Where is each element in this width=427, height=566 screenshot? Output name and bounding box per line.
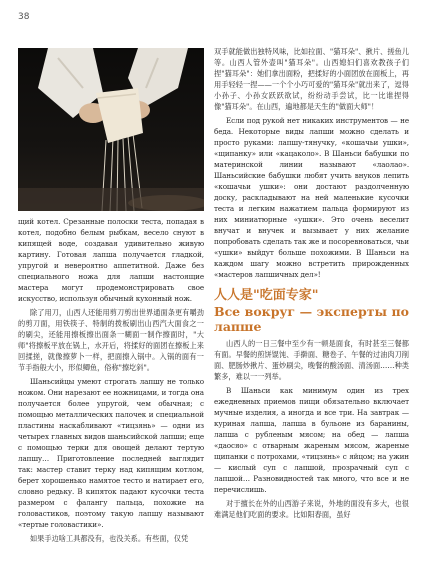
- right-column: [214, 46, 409, 520]
- left-cn-paragraph-1: 除了用刀，山西人还能用剪刀剪出世界通面条更有嚼劲的剪刀面，用铁筷子、特制的拨板刷出山西汽大面食之一的刷尖，还能用擦板擦出面条一糊面一制作擦面时，"大师"将擦板平放在锅上，水开后，将揉好的面团在擦板上来回揉搓，就像擦萝卜一样，把面擦入锅中。入锅的面有一节手指般大小，形似鲫鱼，俗称"擦圪斜"。: [18, 308, 204, 372]
- left-ru-paragraph-2: Шаньсийцы умеют строгать лапшу не только ножом. Они нарезают ее ножницами, и тогда она получается более упругой, чем обычная; с помощью металлических палочек и специальной пластины наскабливают «тицзянь» — одни из четырех главных видов шаньсийской лапши; еще с помощью терки для овощей делают тертую лапшу… Приготовление последней выглядит так: мастер ставит терку над кипящим котлом, берет хорошенько намятое тесто и натирает его, словно редьку. В кипяток падают кусочки теста размером с фалангу пальца, похожие на головастиков, поэтому такую лапшу называют «тертые головастики».: [18, 377, 204, 529]
- right-cn-paragraph-1: 双手就能做出独特风味，比如拉面、"猫耳朵"、揪片、搓鱼儿等。山西人管外壶叫"猫耳朵"。山西媳妇们喜欢教孩子们捏"猫耳朵"：她们拿出面粉，把揉好的小面团放在面板上，再用手轻轻一捏——一个个小巧可爱的"猫耳朵"就出来了，逗得小孙子、小孙女跃跃欲试，纷纷动手尝试，比一比谁捏得像"猫耳朵"。在山西，遍地都是天生的"做面大师"！: [214, 47, 409, 111]
- right-ru-paragraph-1: Если под рукой нет никаких инструментов — не беда. Некоторые виды лапши можно сделать и просто руками: лапшу-тянучку, «кошачьи ушки», «щипанку» или «кацаколо». В Шаньси бабушки по материнской линии называют «лаолао». Шаньсийские бабушки любят учить внуков лепить «кошачьи ушки»: они достают раздолченную доску, раскладывают на ней маленькие кусочки теста и легким нажатием пальца формируют из них миниатюрные «ушки». Это очень веселит внучат и внучек и вызывает у них желание попробовать сделать так же и посоревноваться, чьи «ушки» выйдут больше похожими. В Шаньси на каждом шагу можно встретить прирожденных «мастеров лапшичных дел»!: [214, 116, 409, 279]
- left-ru-paragraph-1: щий котел. Срезанные полоски теста, попадая в котел, подобно белым рыбкам, весело снуют в кипящей воде, создавая удивительно живую картину. Готовая лапша получается гладкой, упругой и невероятно аппетитной. Даже без специального ножа для лапши настоящие мастера могут продемонстрировать свое искусство, используя обычный кухонный нож.: [18, 217, 204, 303]
- page-number: 38: [18, 12, 30, 22]
- left-cn-paragraph-3: 如果手边啥工具都没有，也没关系。有些面，仅凭: [30, 534, 189, 543]
- chef-pulling-noodles-photo: [18, 48, 204, 211]
- section-heading-ru: Все вокруг — эксперты по лапше: [214, 304, 409, 334]
- chef-photo-drawing: [18, 48, 204, 211]
- right-cn-paragraph-3: 对于擅长在外的山西游子来说，外地的面没有多大，也很难满足他们吃面的要求。比如阳春面，虽好: [214, 499, 409, 519]
- section-heading-cn: 人人是"吃面专家": [214, 288, 319, 303]
- right-cn-paragraph-2: 山西人的一日三餐中至少有一顿是面食，有时甚至三餐都有面。早餐的煎饼馄饨、手擀面、糖卷子、午餐的过油肉刀削面、肥肠炒揪片、蛋炒刷尖，晚餐的酸汤面、清汤面……种类繁多，难以一一列举。: [214, 339, 409, 381]
- left-column: [18, 216, 204, 544]
- right-ru-paragraph-2: В Шаньси как минимум один из трех ежедневных приемов пищи обязательно включает мучные изделия, а иногда и все три. На завтрак — куриная лапша, лапша в бульоне из баранины, лапша с рубленым мясом; на обед — лапша «даосяо» с отварным жареным мясом, жареные щипанки с потрохами, «тицзянь» с яйцом; на ужин — кислый суп с лапшой, прозрачный суп с лапшой… Разновидностей так много, что все и не перечислишь.: [214, 386, 409, 494]
